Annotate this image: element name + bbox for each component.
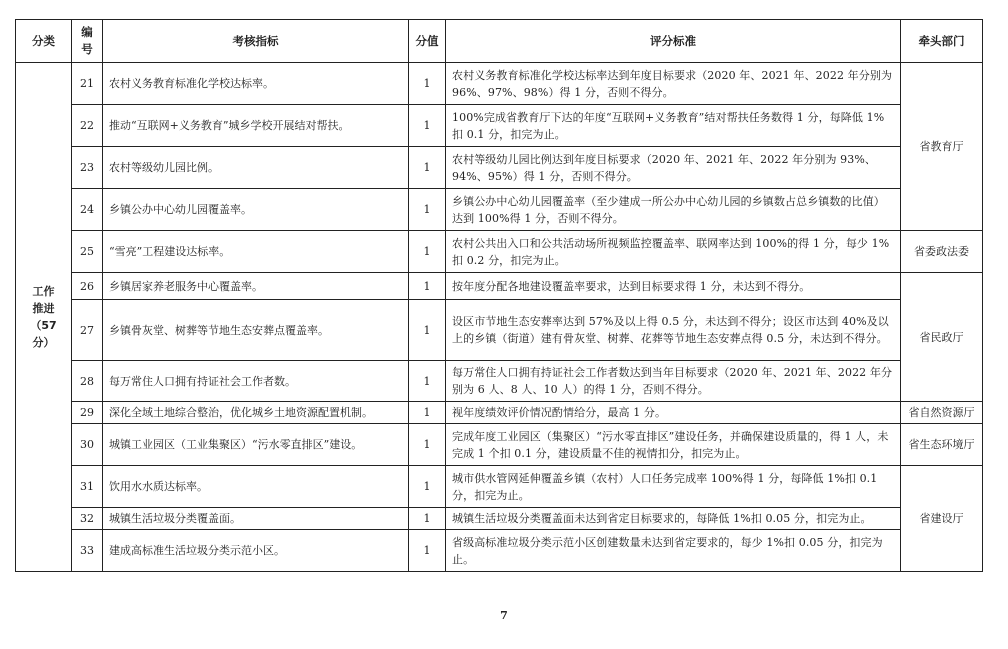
row-number: 28 xyxy=(72,361,103,402)
table-row xyxy=(16,273,983,300)
table-row xyxy=(16,300,983,361)
row-indicator: 饮用水水质达标率。 xyxy=(103,466,409,508)
row-indicator: 每万常住人口拥有持证社会工作者数。 xyxy=(103,361,409,402)
row-indicator: 农村义务教育标准化学校达标率。 xyxy=(103,63,409,105)
table-row xyxy=(16,466,983,508)
row-number: 32 xyxy=(72,508,103,530)
row-score: 1 xyxy=(409,466,446,508)
row-score: 1 xyxy=(409,361,446,402)
row-score: 1 xyxy=(409,508,446,530)
header-department: 牵头部门 xyxy=(901,20,983,63)
table-row xyxy=(16,361,983,402)
row-score: 1 xyxy=(409,63,446,105)
table-row xyxy=(16,63,983,105)
header-indicator: 考核指标 xyxy=(103,20,409,63)
row-standard: 省级高标准垃圾分类示范小区创建数量未达到省定要求的，每少 1%扣 0.05 分，扣完为止。 xyxy=(446,530,901,572)
row-number: 33 xyxy=(72,530,103,572)
header-standard: 评分标准 xyxy=(446,20,901,63)
row-score: 1 xyxy=(409,530,446,572)
row-number: 21 xyxy=(72,63,103,105)
table-row xyxy=(16,147,983,189)
department-natural-resources: 省自然资源厅 xyxy=(901,402,983,424)
row-standard: 乡镇公办中心幼儿园覆盖率（至少建成一所公办中心幼儿园的乡镇数占总乡镇数的比值）达到 100%得 1 分，否则不得分。 xyxy=(446,189,901,231)
row-standard: 按年度分配各地建设覆盖率要求，达到目标要求得 1 分，未达到不得分。 xyxy=(446,273,901,300)
row-score: 1 xyxy=(409,402,446,424)
row-indicator: 建成高标准生活垃圾分类示范小区。 xyxy=(103,530,409,572)
row-score: 1 xyxy=(409,300,446,361)
category-line3: （57 分） xyxy=(30,319,57,349)
row-standard: 农村公共出入口和公共活动场所视频监控覆盖率、联网率达到 100%的得 1 分，每少 1%扣 0.2 分，扣完为止。 xyxy=(446,231,901,273)
row-number: 27 xyxy=(72,300,103,361)
row-indicator: 深化全域土地综合整治，优化城乡土地资源配置机制。 xyxy=(103,402,409,424)
row-indicator: 乡镇居家养老服务中心覆盖率。 xyxy=(103,273,409,300)
row-standard: 每万常住人口拥有持证社会工作者数达到当年目标要求（2020 年、2021 年、2022 年分别为 6 人、8 人、10 人）的得 1 分，否则不得分。 xyxy=(446,361,901,402)
table-row xyxy=(16,231,983,273)
row-indicator: 农村等级幼儿园比例。 xyxy=(103,147,409,189)
table-row xyxy=(16,402,983,424)
row-score: 1 xyxy=(409,105,446,147)
row-score: 1 xyxy=(409,189,446,231)
table-row xyxy=(16,105,983,147)
row-score: 1 xyxy=(409,273,446,300)
row-number: 23 xyxy=(72,147,103,189)
table-row xyxy=(16,508,983,530)
row-number: 24 xyxy=(72,189,103,231)
row-score: 1 xyxy=(409,424,446,466)
row-indicator: 乡镇公办中心幼儿园覆盖率。 xyxy=(103,189,409,231)
row-indicator: 推动“互联网+义务教育”城乡学校开展结对帮扶。 xyxy=(103,105,409,147)
category-line2: 推进 xyxy=(32,302,55,315)
row-number: 31 xyxy=(72,466,103,508)
department-education: 省教育厅 xyxy=(901,63,983,231)
department-civil-affairs: 省民政厅 xyxy=(901,273,983,402)
category-cell xyxy=(16,63,72,572)
row-number: 26 xyxy=(72,273,103,300)
row-indicator: 城镇工业园区（工业集聚区）“污水零直排区”建设。 xyxy=(103,424,409,466)
row-number: 22 xyxy=(72,105,103,147)
page-number: 7 xyxy=(500,609,508,622)
header-category: 分类 xyxy=(16,20,72,63)
row-standard: 设区市节地生态安葬率达到 57%及以上得 0.5 分，未达到不得分；设区市达到 40%及以上的乡镇（街道）建有骨灰堂、树葬、花葬等节地生态安葬点得 0.5 分，未达到不得分。 xyxy=(446,300,901,361)
row-standard: 视年度绩效评价情况酌情给分，最高 1 分。 xyxy=(446,402,901,424)
row-indicator: 乡镇骨灰堂、树葬等节地生态安葬点覆盖率。 xyxy=(103,300,409,361)
row-standard: 农村义务教育标准化学校达标率达到年度目标要求（2020 年、2021 年、2022 年分别为 96%、97%、98%）得 1 分，否则不得分。 xyxy=(446,63,901,105)
row-number: 29 xyxy=(72,402,103,424)
table-row xyxy=(16,424,983,466)
row-indicator: 城镇生活垃圾分类覆盖面。 xyxy=(103,508,409,530)
row-standard: 城市供水管网延伸覆盖乡镇（农村）人口任务完成率 100%得 1 分，每降低 1%扣 0.1 分，扣完为止。 xyxy=(446,466,901,508)
row-number: 30 xyxy=(72,424,103,466)
table-header-row xyxy=(16,20,983,63)
category-line1: 工作 xyxy=(32,285,55,298)
department-ecology-environment: 省生态环境厅 xyxy=(901,424,983,466)
row-number: 25 xyxy=(72,231,103,273)
row-score: 1 xyxy=(409,147,446,189)
header-number: 编号 xyxy=(72,20,103,63)
assessment-table xyxy=(15,19,983,572)
table-row xyxy=(16,189,983,231)
department-construction: 省建设厅 xyxy=(901,466,983,572)
department-political-legal: 省委政法委 xyxy=(901,231,983,273)
row-standard: 城镇生活垃圾分类覆盖面未达到省定目标要求的，每降低 1%扣 0.05 分，扣完为止。 xyxy=(446,508,901,530)
row-standard: 100%完成省教育厅下达的年度“互联网+义务教育”结对帮扶任务数得 1 分，每降低 1%扣 0.1 分，扣完为止。 xyxy=(446,105,901,147)
table-row xyxy=(16,530,983,572)
row-score: 1 xyxy=(409,231,446,273)
header-score: 分值 xyxy=(409,20,446,63)
row-indicator: “雪亮”工程建设达标率。 xyxy=(103,231,409,273)
row-standard: 完成年度工业园区（集聚区）“污水零直排区”建设任务，并确保建设质量的，得 1 人，未完成 1 个扣 0.1 分，建设质量不佳的视情扣分，扣完为止。 xyxy=(446,424,901,466)
row-standard: 农村等级幼儿园比例达到年度目标要求（2020 年、2021 年、2022 年分别为 93%、94%、95%）得 1 分，否则不得分。 xyxy=(446,147,901,189)
